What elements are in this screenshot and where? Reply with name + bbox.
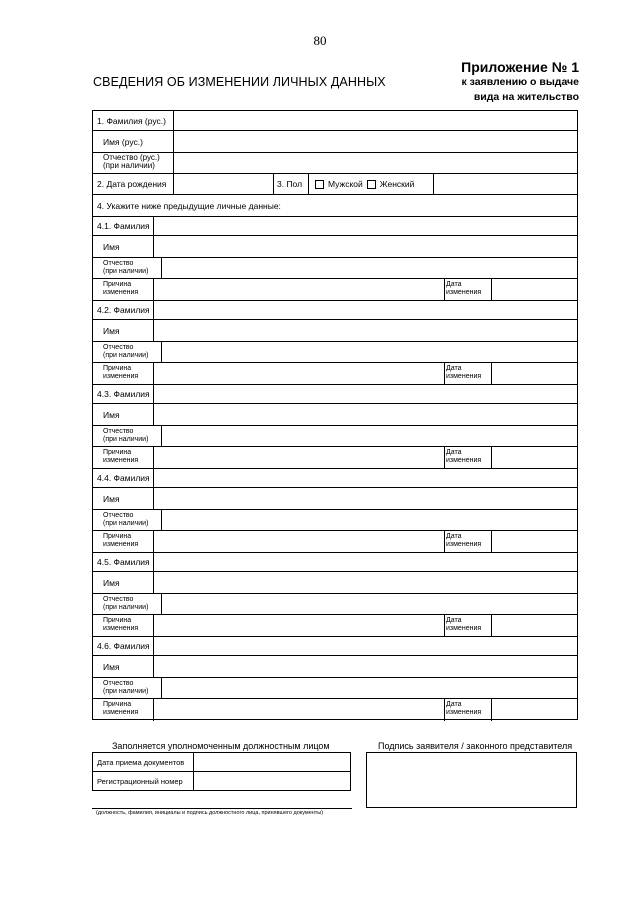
reception-date-label: Дата приема документов xyxy=(97,758,185,767)
prev-date-label-line-1: Дата xyxy=(446,701,462,708)
prev-reason-label-line-1: Причина xyxy=(103,281,132,288)
prev-patronymic-label-line-2: (при наличии) xyxy=(103,519,149,527)
prev-patronymic-label-line-1: Отчество xyxy=(103,512,134,519)
prev-surname-label: 4.4. Фамилия xyxy=(97,473,150,483)
prev-name-row xyxy=(93,488,577,510)
prev-patronymic-field[interactable] xyxy=(162,594,577,614)
signature-box[interactable] xyxy=(366,752,577,808)
prev-name-field[interactable] xyxy=(154,236,577,257)
prev-patronymic-label-line-2: (при наличии) xyxy=(103,351,149,359)
row-patronymic xyxy=(93,153,577,174)
appendix-line-1: к заявлению о выдаче xyxy=(461,76,579,88)
prev-patronymic-label-line-2: (при наличии) xyxy=(103,603,149,611)
reception-date-row xyxy=(93,753,350,772)
prev-patronymic-label xyxy=(93,594,161,614)
official-heading: Заполняется уполномоченным должностным лицом xyxy=(112,741,330,751)
prev-patronymic-row xyxy=(93,594,577,615)
prev-reason-row xyxy=(93,447,577,469)
surname-label: 1. Фамилия (рус.) xyxy=(97,115,166,126)
prev-patronymic-label xyxy=(93,258,161,278)
prev-patronymic-row xyxy=(93,426,577,447)
prev-name-field[interactable] xyxy=(154,488,577,509)
prev-patronymic-field[interactable] xyxy=(162,258,577,278)
prev-reason-label xyxy=(93,447,153,468)
prev-reason-label-line-1: Причина xyxy=(103,701,132,708)
prev-surname-field[interactable] xyxy=(154,385,577,403)
prev-patronymic-field[interactable] xyxy=(162,342,577,362)
official-footnote: (должность, фамилия, инициалы и подпись должностного лица, принявшего документы) xyxy=(96,810,324,816)
prev-reason-field[interactable] xyxy=(154,447,444,468)
appendix-header xyxy=(461,60,579,105)
prev-date-label-line-2: изменения xyxy=(446,624,482,632)
prev-surname-field[interactable] xyxy=(154,553,577,571)
prev-patronymic-label xyxy=(93,426,161,446)
prev-name-row xyxy=(93,404,577,426)
page-number: 80 xyxy=(313,33,327,48)
prev-date-label xyxy=(444,447,491,468)
sex-label: 3. Пол xyxy=(277,179,303,189)
prev-date-label-line-2: изменения xyxy=(446,372,482,380)
prev-name-label: Имя xyxy=(103,241,120,252)
prev-date-field[interactable] xyxy=(492,447,577,468)
prev-reason-field[interactable] xyxy=(154,279,444,300)
prev-surname-row xyxy=(93,217,577,236)
birth-date-label: 2. Дата рождения xyxy=(97,179,167,189)
prev-reason-label-line-1: Причина xyxy=(103,365,132,372)
patronymic-label xyxy=(93,153,173,173)
prev-surname-label: 4.6. Фамилия xyxy=(97,641,150,651)
prev-patronymic-label-line-2: (при наличии) xyxy=(103,687,149,695)
prev-reason-label xyxy=(93,279,153,300)
female-label: Женский xyxy=(379,179,415,189)
prev-patronymic-label xyxy=(93,342,161,362)
prev-patronymic-label-line-1: Отчество xyxy=(103,428,134,435)
prev-patronymic-label-line-2: (при наличии) xyxy=(103,267,149,275)
prev-reason-label-line-2: изменения xyxy=(103,372,139,380)
prev-surname-row xyxy=(93,469,577,488)
personal-data-table xyxy=(92,110,578,720)
prev-name-label: Имя xyxy=(103,577,120,588)
official-table xyxy=(92,752,351,791)
prev-reason-row xyxy=(93,699,577,721)
female-checkbox[interactable] xyxy=(367,180,376,189)
prev-reason-row xyxy=(93,615,577,637)
prev-name-field[interactable] xyxy=(154,656,577,677)
prev-patronymic-field[interactable] xyxy=(162,426,577,446)
row-name xyxy=(93,131,577,153)
appendix-title: Приложение № 1 xyxy=(461,59,579,75)
prev-date-label-line-1: Дата xyxy=(446,365,462,372)
row-surname xyxy=(93,111,577,131)
prev-patronymic-row xyxy=(93,342,577,363)
prev-patronymic-field[interactable] xyxy=(162,510,577,530)
registration-number-label: Регистрационный номер xyxy=(97,777,183,786)
prev-name-row xyxy=(93,656,577,678)
prev-date-label-line-1: Дата xyxy=(446,617,462,624)
sex-options xyxy=(315,174,435,194)
patronymic-label-line-1: Отчество (рус.) xyxy=(103,153,160,162)
prev-surname-field[interactable] xyxy=(154,469,577,487)
prev-reason-label-line-2: изменения xyxy=(103,456,139,464)
prev-reason-label-line-2: изменения xyxy=(103,708,139,716)
prev-surname-field[interactable] xyxy=(154,637,577,655)
prev-name-field[interactable] xyxy=(154,404,577,425)
prev-reason-row xyxy=(93,363,577,385)
patronymic-field[interactable] xyxy=(174,153,577,173)
prev-patronymic-label-line-1: Отчество xyxy=(103,260,134,267)
prev-date-label xyxy=(444,531,491,552)
prev-reason-row xyxy=(93,531,577,553)
prev-surname-row xyxy=(93,637,577,656)
prev-name-field[interactable] xyxy=(154,572,577,593)
prev-date-label xyxy=(444,363,491,384)
prev-reason-label-line-2: изменения xyxy=(103,540,139,548)
prev-name-row xyxy=(93,236,577,258)
prev-reason-label-line-1: Причина xyxy=(103,533,132,540)
name-field[interactable] xyxy=(174,131,577,152)
prev-patronymic-row xyxy=(93,258,577,279)
prev-reason-label-line-2: изменения xyxy=(103,288,139,296)
prev-date-field[interactable] xyxy=(492,279,577,300)
form-title: СВЕДЕНИЯ ОБ ИЗМЕНЕНИИ ЛИЧНЫХ ДАННЫХ xyxy=(93,75,386,89)
prev-patronymic-field[interactable] xyxy=(162,678,577,698)
prev-reason-label xyxy=(93,699,153,721)
prev-reason-label-line-1: Причина xyxy=(103,617,132,624)
prev-date-field[interactable] xyxy=(492,615,577,636)
prev-patronymic-label xyxy=(93,678,161,698)
prev-patronymic-label xyxy=(93,510,161,530)
prev-patronymic-label-line-1: Отчество xyxy=(103,680,134,687)
prev-patronymic-label-line-1: Отчество xyxy=(103,596,134,603)
prev-reason-field[interactable] xyxy=(154,699,444,721)
prev-surname-row xyxy=(93,553,577,572)
male-label: Мужской xyxy=(328,179,363,189)
prev-surname-label: 4.3. Фамилия xyxy=(97,389,150,399)
prev-date-label-line-2: изменения xyxy=(446,540,482,548)
prev-reason-label xyxy=(93,615,153,636)
prev-date-field[interactable] xyxy=(492,699,577,721)
name-label: Имя (рус.) xyxy=(103,136,143,147)
surname-field[interactable] xyxy=(174,111,577,130)
prev-reason-label-line-2: изменения xyxy=(103,624,139,632)
prev-date-field[interactable] xyxy=(492,363,577,384)
prev-patronymic-label-line-1: Отчество xyxy=(103,344,134,351)
prev-reason-label xyxy=(93,531,153,552)
prev-surname-label: 4.5. Фамилия xyxy=(97,557,150,567)
signature-heading: Подпись заявителя / законного представителя xyxy=(378,741,573,751)
row-birth-sex xyxy=(93,174,577,195)
prev-reason-field[interactable] xyxy=(154,531,444,552)
prev-name-field[interactable] xyxy=(154,320,577,341)
prev-date-label-line-2: изменения xyxy=(446,708,482,716)
prev-date-label-line-2: изменения xyxy=(446,456,482,464)
birth-date-field[interactable] xyxy=(174,174,273,194)
sex-extra-field[interactable] xyxy=(434,174,577,194)
appendix-line-2: вида на жительство xyxy=(473,91,579,103)
prev-date-label xyxy=(444,615,491,636)
prev-date-label-line-1: Дата xyxy=(446,281,462,288)
prev-name-row xyxy=(93,320,577,342)
prev-date-label xyxy=(444,279,491,300)
prev-name-label: Имя xyxy=(103,325,120,336)
prev-name-label: Имя xyxy=(103,493,120,504)
prev-date-field[interactable] xyxy=(492,531,577,552)
official-signature-line xyxy=(92,808,352,809)
prev-patronymic-row xyxy=(93,678,577,699)
prev-surname-row xyxy=(93,301,577,320)
prev-surname-field[interactable] xyxy=(154,217,577,235)
prev-surname-row xyxy=(93,385,577,404)
prev-date-label-line-2: изменения xyxy=(446,288,482,296)
prev-patronymic-row xyxy=(93,510,577,531)
prev-date-label-line-1: Дата xyxy=(446,449,462,456)
section4-heading: 4. Укажите ниже предыдущие личные данные: xyxy=(97,200,281,211)
prev-surname-label: 4.1. Фамилия xyxy=(97,221,150,231)
prev-surname-field[interactable] xyxy=(154,301,577,319)
prev-surname-label: 4.2. Фамилия xyxy=(97,305,150,315)
prev-name-label: Имя xyxy=(103,661,120,672)
prev-patronymic-label-line-2: (при наличии) xyxy=(103,435,149,443)
prev-reason-field[interactable] xyxy=(154,363,444,384)
prev-reason-label xyxy=(93,363,153,384)
prev-name-label: Имя xyxy=(103,409,120,420)
prev-reason-label-line-1: Причина xyxy=(103,449,132,456)
prev-name-row xyxy=(93,572,577,594)
row-section4-heading xyxy=(93,195,577,217)
registration-number-row xyxy=(93,772,350,791)
prev-date-label-line-1: Дата xyxy=(446,533,462,540)
prev-date-label xyxy=(444,699,491,721)
prev-reason-row xyxy=(93,279,577,301)
male-checkbox[interactable] xyxy=(315,180,324,189)
patronymic-label-line-2: (при наличии) xyxy=(103,160,155,170)
prev-reason-field[interactable] xyxy=(154,615,444,636)
